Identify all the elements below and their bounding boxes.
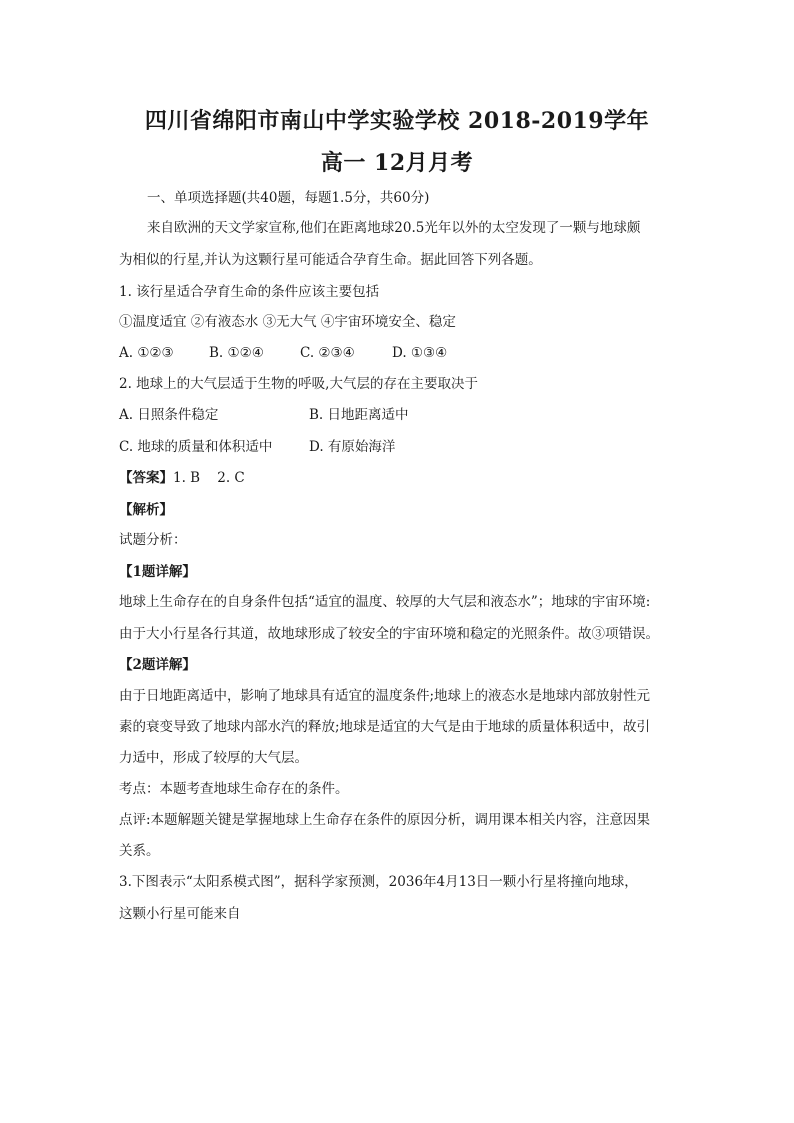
- detail-2-line-1: 由于日地距离适中，影响了地球具有适宜的温度条件;地球上的液态水是地球内部放射性元: [119, 688, 651, 704]
- question-1-option-d: D. ①③④: [392, 345, 448, 361]
- question-1-option-c: C. ②③④: [300, 345, 355, 361]
- detail-2-line-2: 素的衰变导致了地球内部水汽的释放;地球是适宜的大气是由于地球的质量体积适中，故引: [119, 719, 651, 735]
- detail-1-line-2: 由于大小行星各行其道，故地球形成了较安全的宇宙环境和稳定的光照条件。故③项错误。: [119, 626, 659, 642]
- analysis-label: 【解析】: [119, 502, 173, 518]
- question-2-stem: 2. 地球上的大气层适于生物的呼吸,大气层的存在主要取决于: [119, 376, 478, 392]
- answer-label: 【答案】: [119, 470, 173, 486]
- passage-line-1: 来自欧洲的天文学家宣称,他们在距离地球20.5光年以外的太空发现了一颗与地球颇: [147, 220, 641, 236]
- dianping-line-2: 关系。: [119, 843, 160, 859]
- question-2-option-d: D. 有原始海洋: [309, 439, 396, 455]
- detail-1-label: 【1题详解】: [119, 564, 196, 580]
- kaodian-note: 考点：本题考查地球生命存在的条件。: [119, 781, 349, 797]
- question-3-line-1: 3.下图表示“太阳系模式图”，据科学家预测，2036年4月13日一颗小行星将撞向地球，: [119, 874, 638, 890]
- question-1-option-a: A. ①②③: [119, 345, 174, 361]
- question-2-option-a: A. 日照条件稳定: [119, 407, 219, 423]
- question-2-option-c: C. 地球的质量和体积适中: [119, 439, 273, 455]
- question-3-line-2: 这颗小行星可能来自: [119, 906, 241, 922]
- section-heading: 一、单项选择题(共40题，每题1.5分，共60分): [147, 190, 430, 206]
- analysis-intro: 试题分析：: [119, 532, 187, 548]
- detail-1-line-1: 地球上生命存在的自身条件包括“适宜的温度、较厚的大气层和液态水”；地球的宇宙环境:: [119, 594, 651, 610]
- document-title-line2: 高一 12月月考: [320, 150, 474, 176]
- document-title-line1: 四川省绵阳市南山中学实验学校 2018-2019学年: [144, 108, 650, 134]
- question-1-conditions: ①温度适宜 ②有液态水 ③无大气 ④宇宙环境安全、稳定: [119, 314, 456, 330]
- dianping-line-1: 点评:本题解题关键是掌握地球上生命存在条件的原因分析，调用课本相关内容，注意因果: [119, 812, 651, 828]
- question-1-option-b: B. ①②④: [209, 345, 264, 361]
- question-2-option-b: B. 日地距离适中: [309, 407, 409, 423]
- detail-2-label: 【2题详解】: [119, 657, 196, 673]
- answer-line: [119, 468, 689, 488]
- detail-2-line-3: 力适中，形成了较厚的大气层。: [119, 750, 308, 766]
- answer-text: 1. B 2. C: [173, 470, 245, 486]
- passage-line-2: 为相似的行星,并认为这颗行星可能适合孕育生命。据此回答下列各题。: [119, 252, 542, 268]
- question-1-stem: 1. 该行星适合孕育生命的条件应该主要包括: [119, 284, 380, 300]
